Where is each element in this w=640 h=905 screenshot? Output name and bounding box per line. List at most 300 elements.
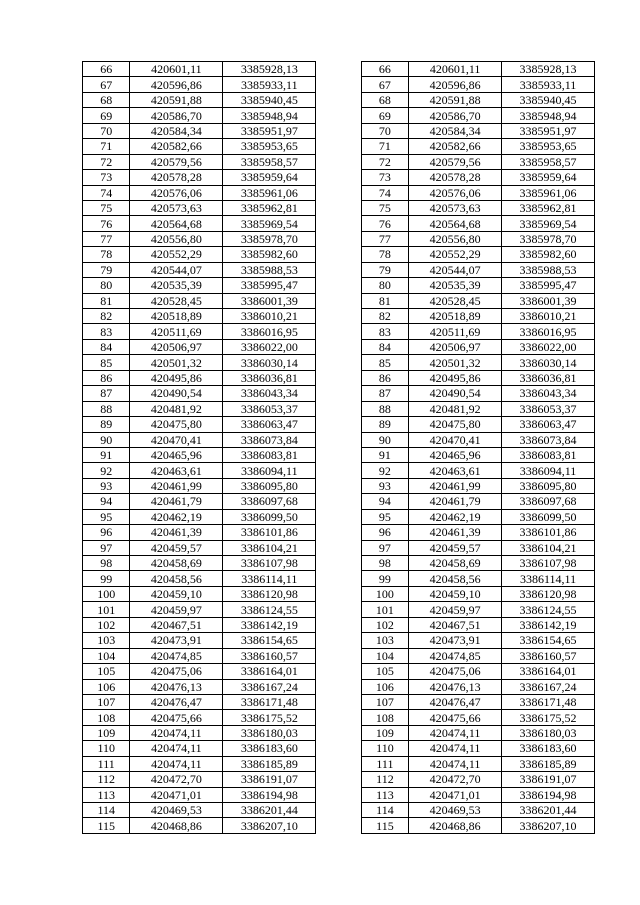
left-point-number-cell: 67 xyxy=(83,77,130,92)
right-y-coordinate-cell: 3386053,37 xyxy=(502,401,595,416)
left-y-coordinate-cell: 3385928,13 xyxy=(223,62,316,77)
right-x-coordinate-cell: 420470,41 xyxy=(409,432,502,447)
column-gap xyxy=(316,818,361,833)
left-point-number-cell: 84 xyxy=(83,339,130,354)
right-y-coordinate-cell: 3385962,81 xyxy=(502,200,595,215)
right-point-number-cell: 79 xyxy=(361,262,408,277)
right-x-coordinate-cell: 420556,80 xyxy=(409,231,502,246)
column-gap xyxy=(316,694,361,709)
left-x-coordinate-cell: 420591,88 xyxy=(130,92,223,107)
left-y-coordinate-cell: 3385962,81 xyxy=(223,200,316,215)
right-x-coordinate-cell: 420476,13 xyxy=(409,679,502,694)
right-y-coordinate-cell: 3386043,34 xyxy=(502,386,595,401)
right-x-coordinate-cell: 420472,70 xyxy=(409,772,502,787)
left-y-coordinate-cell: 3386142,19 xyxy=(223,617,316,632)
right-point-number-cell: 68 xyxy=(361,92,408,107)
left-x-coordinate-cell: 420586,70 xyxy=(130,108,223,123)
left-y-coordinate-cell: 3386185,89 xyxy=(223,756,316,771)
column-gap xyxy=(316,803,361,818)
left-x-coordinate-cell: 420459,10 xyxy=(130,586,223,601)
table-row xyxy=(83,108,595,123)
table-row xyxy=(83,571,595,586)
right-y-coordinate-cell: 3385948,94 xyxy=(502,108,595,123)
table-row xyxy=(83,725,595,740)
column-gap xyxy=(316,401,361,416)
column-gap xyxy=(316,679,361,694)
right-x-coordinate-cell: 420475,66 xyxy=(409,710,502,725)
column-gap xyxy=(316,710,361,725)
left-y-coordinate-cell: 3386154,65 xyxy=(223,633,316,648)
left-y-coordinate-cell: 3386043,34 xyxy=(223,386,316,401)
right-y-coordinate-cell: 3386183,60 xyxy=(502,741,595,756)
left-x-coordinate-cell: 420576,06 xyxy=(130,185,223,200)
left-y-coordinate-cell: 3386201,44 xyxy=(223,803,316,818)
table-row xyxy=(83,62,595,77)
left-point-number-cell: 70 xyxy=(83,123,130,138)
right-point-number-cell: 114 xyxy=(361,803,408,818)
right-x-coordinate-cell: 420458,69 xyxy=(409,556,502,571)
right-point-number-cell: 104 xyxy=(361,648,408,663)
right-y-coordinate-cell: 3385951,97 xyxy=(502,123,595,138)
left-point-number-cell: 77 xyxy=(83,231,130,246)
left-x-coordinate-cell: 420506,97 xyxy=(130,339,223,354)
right-point-number-cell: 84 xyxy=(361,339,408,354)
right-y-coordinate-cell: 3386095,80 xyxy=(502,478,595,493)
left-x-coordinate-cell: 420462,19 xyxy=(130,509,223,524)
column-gap xyxy=(316,602,361,617)
right-y-coordinate-cell: 3386030,14 xyxy=(502,355,595,370)
right-y-coordinate-cell: 3385982,60 xyxy=(502,247,595,262)
table-row xyxy=(83,818,595,833)
right-point-number-cell: 113 xyxy=(361,787,408,802)
right-y-coordinate-cell: 3386101,86 xyxy=(502,525,595,540)
right-y-coordinate-cell: 3386073,84 xyxy=(502,432,595,447)
right-x-coordinate-cell: 420528,45 xyxy=(409,293,502,308)
table-row xyxy=(83,741,595,756)
table-row xyxy=(83,278,595,293)
left-x-coordinate-cell: 420578,28 xyxy=(130,170,223,185)
left-x-coordinate-cell: 420461,99 xyxy=(130,478,223,493)
table-row xyxy=(83,679,595,694)
column-gap xyxy=(316,139,361,154)
column-gap xyxy=(316,756,361,771)
left-x-coordinate-cell: 420501,32 xyxy=(130,355,223,370)
left-x-coordinate-cell: 420461,79 xyxy=(130,494,223,509)
right-point-number-cell: 110 xyxy=(361,741,408,756)
left-x-coordinate-cell: 420481,92 xyxy=(130,401,223,416)
left-y-coordinate-cell: 3385948,94 xyxy=(223,108,316,123)
right-x-coordinate-cell: 420573,63 xyxy=(409,200,502,215)
right-x-coordinate-cell: 420582,66 xyxy=(409,139,502,154)
right-point-number-cell: 83 xyxy=(361,324,408,339)
right-y-coordinate-cell: 3386171,48 xyxy=(502,694,595,709)
right-y-coordinate-cell: 3386124,55 xyxy=(502,602,595,617)
right-point-number-cell: 108 xyxy=(361,710,408,725)
column-gap xyxy=(316,62,361,77)
left-x-coordinate-cell: 420535,39 xyxy=(130,278,223,293)
left-x-coordinate-cell: 420490,54 xyxy=(130,386,223,401)
left-y-coordinate-cell: 3386094,11 xyxy=(223,463,316,478)
left-y-coordinate-cell: 3386073,84 xyxy=(223,432,316,447)
right-y-coordinate-cell: 3386022,00 xyxy=(502,339,595,354)
table-row xyxy=(83,463,595,478)
left-point-number-cell: 80 xyxy=(83,278,130,293)
left-x-coordinate-cell: 420475,66 xyxy=(130,710,223,725)
right-x-coordinate-cell: 420471,01 xyxy=(409,787,502,802)
right-y-coordinate-cell: 3385978,70 xyxy=(502,231,595,246)
column-gap xyxy=(316,355,361,370)
table-row xyxy=(83,525,595,540)
table-row xyxy=(83,694,595,709)
table-row xyxy=(83,170,595,185)
table-row xyxy=(83,586,595,601)
left-y-coordinate-cell: 3386191,07 xyxy=(223,772,316,787)
right-x-coordinate-cell: 420481,92 xyxy=(409,401,502,416)
right-x-coordinate-cell: 420584,34 xyxy=(409,123,502,138)
left-y-coordinate-cell: 3385978,70 xyxy=(223,231,316,246)
right-point-number-cell: 85 xyxy=(361,355,408,370)
left-y-coordinate-cell: 3386030,14 xyxy=(223,355,316,370)
table-row xyxy=(83,293,595,308)
left-point-number-cell: 113 xyxy=(83,787,130,802)
left-y-coordinate-cell: 3386107,98 xyxy=(223,556,316,571)
right-y-coordinate-cell: 3386097,68 xyxy=(502,494,595,509)
right-x-coordinate-cell: 420601,11 xyxy=(409,62,502,77)
right-x-coordinate-cell: 420461,99 xyxy=(409,478,502,493)
left-point-number-cell: 95 xyxy=(83,509,130,524)
right-x-coordinate-cell: 420465,96 xyxy=(409,447,502,462)
left-y-coordinate-cell: 3386097,68 xyxy=(223,494,316,509)
right-y-coordinate-cell: 3386164,01 xyxy=(502,664,595,679)
left-point-number-cell: 110 xyxy=(83,741,130,756)
left-x-coordinate-cell: 420458,56 xyxy=(130,571,223,586)
left-point-number-cell: 103 xyxy=(83,633,130,648)
right-x-coordinate-cell: 420511,69 xyxy=(409,324,502,339)
left-point-number-cell: 88 xyxy=(83,401,130,416)
left-y-coordinate-cell: 3386114,11 xyxy=(223,571,316,586)
left-y-coordinate-cell: 3386120,98 xyxy=(223,586,316,601)
right-point-number-cell: 103 xyxy=(361,633,408,648)
right-point-number-cell: 82 xyxy=(361,309,408,324)
left-point-number-cell: 83 xyxy=(83,324,130,339)
left-y-coordinate-cell: 3386175,52 xyxy=(223,710,316,725)
left-point-number-cell: 69 xyxy=(83,108,130,123)
left-x-coordinate-cell: 420544,07 xyxy=(130,262,223,277)
left-y-coordinate-cell: 3386207,10 xyxy=(223,818,316,833)
left-point-number-cell: 71 xyxy=(83,139,130,154)
left-x-coordinate-cell: 420468,86 xyxy=(130,818,223,833)
right-y-coordinate-cell: 3386063,47 xyxy=(502,417,595,432)
left-x-coordinate-cell: 420474,11 xyxy=(130,756,223,771)
left-point-number-cell: 66 xyxy=(83,62,130,77)
right-y-coordinate-cell: 3385928,13 xyxy=(502,62,595,77)
left-y-coordinate-cell: 3386022,00 xyxy=(223,339,316,354)
right-x-coordinate-cell: 420490,54 xyxy=(409,386,502,401)
column-gap xyxy=(316,185,361,200)
right-point-number-cell: 90 xyxy=(361,432,408,447)
left-x-coordinate-cell: 420475,06 xyxy=(130,664,223,679)
left-point-number-cell: 99 xyxy=(83,571,130,586)
table-row xyxy=(83,417,595,432)
left-y-coordinate-cell: 3385995,47 xyxy=(223,278,316,293)
right-point-number-cell: 92 xyxy=(361,463,408,478)
left-point-number-cell: 101 xyxy=(83,602,130,617)
table-row xyxy=(83,200,595,215)
right-point-number-cell: 93 xyxy=(361,478,408,493)
column-gap xyxy=(316,447,361,462)
column-gap xyxy=(316,200,361,215)
left-y-coordinate-cell: 3385961,06 xyxy=(223,185,316,200)
left-point-number-cell: 102 xyxy=(83,617,130,632)
column-gap xyxy=(316,571,361,586)
column-gap xyxy=(316,741,361,756)
right-y-coordinate-cell: 3386207,10 xyxy=(502,818,595,833)
column-gap xyxy=(316,787,361,802)
column-gap xyxy=(316,772,361,787)
left-y-coordinate-cell: 3385951,97 xyxy=(223,123,316,138)
right-x-coordinate-cell: 420475,06 xyxy=(409,664,502,679)
left-point-number-cell: 90 xyxy=(83,432,130,447)
left-x-coordinate-cell: 420476,47 xyxy=(130,694,223,709)
left-x-coordinate-cell: 420470,41 xyxy=(130,432,223,447)
right-y-coordinate-cell: 3386201,44 xyxy=(502,803,595,818)
table-row xyxy=(83,509,595,524)
right-point-number-cell: 112 xyxy=(361,772,408,787)
right-x-coordinate-cell: 420459,57 xyxy=(409,540,502,555)
column-gap xyxy=(316,309,361,324)
left-point-number-cell: 74 xyxy=(83,185,130,200)
column-gap xyxy=(316,525,361,540)
column-gap xyxy=(316,123,361,138)
left-y-coordinate-cell: 3386095,80 xyxy=(223,478,316,493)
right-point-number-cell: 66 xyxy=(361,62,408,77)
right-y-coordinate-cell: 3385961,06 xyxy=(502,185,595,200)
right-y-coordinate-cell: 3386120,98 xyxy=(502,586,595,601)
right-y-coordinate-cell: 3385953,65 xyxy=(502,139,595,154)
right-x-coordinate-cell: 420461,79 xyxy=(409,494,502,509)
table-row xyxy=(83,123,595,138)
left-y-coordinate-cell: 3385958,57 xyxy=(223,154,316,169)
right-y-coordinate-cell: 3386094,11 xyxy=(502,463,595,478)
left-point-number-cell: 114 xyxy=(83,803,130,818)
left-x-coordinate-cell: 420474,11 xyxy=(130,741,223,756)
right-y-coordinate-cell: 3386180,03 xyxy=(502,725,595,740)
right-x-coordinate-cell: 420576,06 xyxy=(409,185,502,200)
right-x-coordinate-cell: 420459,10 xyxy=(409,586,502,601)
left-point-number-cell: 115 xyxy=(83,818,130,833)
left-y-coordinate-cell: 3385940,45 xyxy=(223,92,316,107)
left-y-coordinate-cell: 3385982,60 xyxy=(223,247,316,262)
left-point-number-cell: 100 xyxy=(83,586,130,601)
left-x-coordinate-cell: 420471,01 xyxy=(130,787,223,802)
left-point-number-cell: 89 xyxy=(83,417,130,432)
left-x-coordinate-cell: 420469,53 xyxy=(130,803,223,818)
right-point-number-cell: 67 xyxy=(361,77,408,92)
left-x-coordinate-cell: 420458,69 xyxy=(130,556,223,571)
right-x-coordinate-cell: 420458,56 xyxy=(409,571,502,586)
table-row xyxy=(83,355,595,370)
table-row xyxy=(83,447,595,462)
left-point-number-cell: 112 xyxy=(83,772,130,787)
right-x-coordinate-cell: 420579,56 xyxy=(409,154,502,169)
left-point-number-cell: 104 xyxy=(83,648,130,663)
right-x-coordinate-cell: 420474,85 xyxy=(409,648,502,663)
right-point-number-cell: 71 xyxy=(361,139,408,154)
left-point-number-cell: 76 xyxy=(83,216,130,231)
left-y-coordinate-cell: 3386164,01 xyxy=(223,664,316,679)
left-point-number-cell: 107 xyxy=(83,694,130,709)
left-y-coordinate-cell: 3386099,50 xyxy=(223,509,316,524)
left-x-coordinate-cell: 420474,85 xyxy=(130,648,223,663)
right-y-coordinate-cell: 3385933,11 xyxy=(502,77,595,92)
left-point-number-cell: 96 xyxy=(83,525,130,540)
left-point-number-cell: 109 xyxy=(83,725,130,740)
table-row xyxy=(83,324,595,339)
right-point-number-cell: 97 xyxy=(361,540,408,555)
right-x-coordinate-cell: 420462,19 xyxy=(409,509,502,524)
right-x-coordinate-cell: 420476,47 xyxy=(409,694,502,709)
left-y-coordinate-cell: 3385953,65 xyxy=(223,139,316,154)
right-point-number-cell: 98 xyxy=(361,556,408,571)
right-point-number-cell: 76 xyxy=(361,216,408,231)
left-point-number-cell: 91 xyxy=(83,447,130,462)
left-x-coordinate-cell: 420465,96 xyxy=(130,447,223,462)
column-gap xyxy=(316,478,361,493)
column-gap xyxy=(316,324,361,339)
right-point-number-cell: 96 xyxy=(361,525,408,540)
right-x-coordinate-cell: 420463,61 xyxy=(409,463,502,478)
left-y-coordinate-cell: 3386053,37 xyxy=(223,401,316,416)
table-row xyxy=(83,633,595,648)
left-y-coordinate-cell: 3385969,54 xyxy=(223,216,316,231)
table-row xyxy=(83,556,595,571)
right-point-number-cell: 70 xyxy=(361,123,408,138)
table-row xyxy=(83,648,595,663)
left-point-number-cell: 106 xyxy=(83,679,130,694)
right-y-coordinate-cell: 3385995,47 xyxy=(502,278,595,293)
right-x-coordinate-cell: 420518,89 xyxy=(409,309,502,324)
right-x-coordinate-cell: 420467,51 xyxy=(409,617,502,632)
table-row xyxy=(83,756,595,771)
left-y-coordinate-cell: 3386180,03 xyxy=(223,725,316,740)
right-x-coordinate-cell: 420474,11 xyxy=(409,756,502,771)
left-x-coordinate-cell: 420528,45 xyxy=(130,293,223,308)
left-y-coordinate-cell: 3386167,24 xyxy=(223,679,316,694)
column-gap xyxy=(316,370,361,385)
column-gap xyxy=(316,247,361,262)
right-x-coordinate-cell: 420474,11 xyxy=(409,741,502,756)
right-x-coordinate-cell: 420596,86 xyxy=(409,77,502,92)
left-point-number-cell: 98 xyxy=(83,556,130,571)
right-y-coordinate-cell: 3386185,89 xyxy=(502,756,595,771)
column-gap xyxy=(316,386,361,401)
right-point-number-cell: 89 xyxy=(361,417,408,432)
column-gap xyxy=(316,231,361,246)
column-gap xyxy=(316,154,361,169)
left-x-coordinate-cell: 420467,51 xyxy=(130,617,223,632)
left-x-coordinate-cell: 420596,86 xyxy=(130,77,223,92)
left-x-coordinate-cell: 420474,11 xyxy=(130,725,223,740)
table-row xyxy=(83,92,595,107)
left-point-number-cell: 111 xyxy=(83,756,130,771)
right-x-coordinate-cell: 420552,29 xyxy=(409,247,502,262)
column-gap xyxy=(316,509,361,524)
right-y-coordinate-cell: 3386099,50 xyxy=(502,509,595,524)
table-row xyxy=(83,664,595,679)
right-point-number-cell: 69 xyxy=(361,108,408,123)
column-gap xyxy=(316,293,361,308)
table-row xyxy=(83,478,595,493)
right-y-coordinate-cell: 3386107,98 xyxy=(502,556,595,571)
right-x-coordinate-cell: 420586,70 xyxy=(409,108,502,123)
right-point-number-cell: 99 xyxy=(361,571,408,586)
left-x-coordinate-cell: 420511,69 xyxy=(130,324,223,339)
right-x-coordinate-cell: 420469,53 xyxy=(409,803,502,818)
column-gap xyxy=(316,633,361,648)
right-x-coordinate-cell: 420535,39 xyxy=(409,278,502,293)
left-y-coordinate-cell: 3386101,86 xyxy=(223,525,316,540)
left-y-coordinate-cell: 3386124,55 xyxy=(223,602,316,617)
left-point-number-cell: 73 xyxy=(83,170,130,185)
right-point-number-cell: 95 xyxy=(361,509,408,524)
left-point-number-cell: 87 xyxy=(83,386,130,401)
right-point-number-cell: 106 xyxy=(361,679,408,694)
right-point-number-cell: 102 xyxy=(361,617,408,632)
coordinate-table xyxy=(82,61,595,834)
left-point-number-cell: 108 xyxy=(83,710,130,725)
column-gap xyxy=(316,170,361,185)
left-y-coordinate-cell: 3386016,95 xyxy=(223,324,316,339)
left-x-coordinate-cell: 420584,34 xyxy=(130,123,223,138)
table-row xyxy=(83,185,595,200)
left-point-number-cell: 79 xyxy=(83,262,130,277)
right-point-number-cell: 107 xyxy=(361,694,408,709)
column-gap xyxy=(316,494,361,509)
right-y-coordinate-cell: 3386194,98 xyxy=(502,787,595,802)
right-y-coordinate-cell: 3386191,07 xyxy=(502,772,595,787)
left-y-coordinate-cell: 3386104,21 xyxy=(223,540,316,555)
right-y-coordinate-cell: 3385958,57 xyxy=(502,154,595,169)
left-x-coordinate-cell: 420459,97 xyxy=(130,602,223,617)
left-x-coordinate-cell: 420495,86 xyxy=(130,370,223,385)
left-x-coordinate-cell: 420573,63 xyxy=(130,200,223,215)
right-x-coordinate-cell: 420495,86 xyxy=(409,370,502,385)
left-point-number-cell: 75 xyxy=(83,200,130,215)
left-x-coordinate-cell: 420582,66 xyxy=(130,139,223,154)
left-point-number-cell: 94 xyxy=(83,494,130,509)
left-point-number-cell: 93 xyxy=(83,478,130,493)
left-x-coordinate-cell: 420476,13 xyxy=(130,679,223,694)
left-point-number-cell: 78 xyxy=(83,247,130,262)
table-row xyxy=(83,617,595,632)
left-x-coordinate-cell: 420461,39 xyxy=(130,525,223,540)
table-row xyxy=(83,262,595,277)
left-y-coordinate-cell: 3386171,48 xyxy=(223,694,316,709)
right-point-number-cell: 75 xyxy=(361,200,408,215)
left-x-coordinate-cell: 420459,57 xyxy=(130,540,223,555)
right-y-coordinate-cell: 3386167,24 xyxy=(502,679,595,694)
right-point-number-cell: 105 xyxy=(361,664,408,679)
right-x-coordinate-cell: 420474,11 xyxy=(409,725,502,740)
left-x-coordinate-cell: 420552,29 xyxy=(130,247,223,262)
left-x-coordinate-cell: 420472,70 xyxy=(130,772,223,787)
right-point-number-cell: 111 xyxy=(361,756,408,771)
right-point-number-cell: 109 xyxy=(361,725,408,740)
right-x-coordinate-cell: 420506,97 xyxy=(409,339,502,354)
left-point-number-cell: 92 xyxy=(83,463,130,478)
right-x-coordinate-cell: 420501,32 xyxy=(409,355,502,370)
table-row xyxy=(83,602,595,617)
